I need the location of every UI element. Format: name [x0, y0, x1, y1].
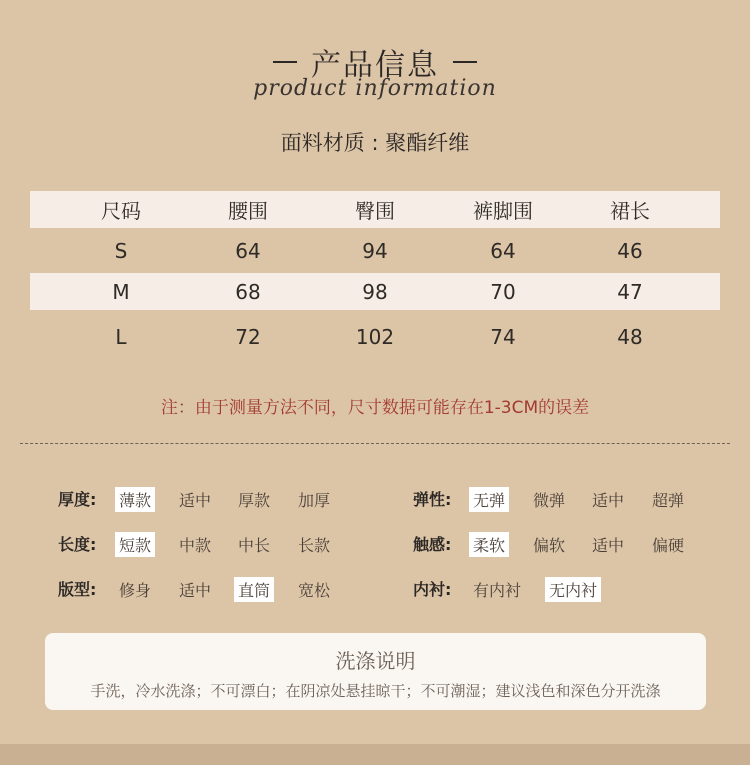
attr-option: 偏软: [533, 536, 566, 555]
table-cell: 64: [490, 238, 516, 263]
attr-label: 版型:: [58, 580, 97, 599]
dashed-divider: [20, 443, 730, 444]
column-header: 裤脚围: [473, 199, 533, 223]
table-cell: S: [114, 238, 128, 263]
size-table: [30, 191, 720, 363]
attr-option: 中长: [238, 536, 271, 555]
attr-option-selected: 无弹: [469, 487, 509, 512]
title-left-dash: [273, 61, 297, 63]
table-cell: 64: [235, 238, 261, 263]
attr-option: 适中: [179, 491, 212, 510]
table-row: [30, 273, 720, 310]
table-row: [30, 228, 720, 273]
attr-option: 厚款: [238, 491, 271, 510]
attr-label: 触感:: [413, 535, 452, 554]
table-cell: M: [112, 279, 130, 304]
attr-option-selected: 薄款: [115, 487, 155, 512]
attr-option: 有内衬: [473, 581, 522, 600]
table-cell: 46: [617, 238, 643, 263]
attr-option: 修身: [119, 581, 152, 600]
washing-text: 手洗，冷水洗涤；不可漂白；在阴凉处悬挂晾干；不可潮湿；建议浅色和深色分开洗涤: [90, 682, 661, 700]
washing-title: 洗涤说明: [335, 649, 416, 673]
attr-option: 加厚: [298, 491, 331, 510]
table-cell: 68: [235, 279, 261, 304]
table-header-row: [30, 191, 720, 228]
washing-instructions: [45, 633, 706, 710]
attr-option-selected: 柔软: [469, 532, 509, 557]
attr-option: 微弹: [533, 491, 566, 510]
table-cell: 94: [362, 238, 388, 263]
attr-option: 宽松: [298, 581, 331, 600]
table-cell: 47: [617, 279, 643, 304]
attr-option: 适中: [592, 491, 625, 510]
attr-option: 适中: [179, 581, 212, 600]
attr-label: 弹性:: [413, 490, 452, 509]
column-header: 裙长: [610, 199, 650, 223]
column-header: 腰围: [228, 199, 268, 223]
attr-label: 长度:: [58, 535, 97, 554]
column-header: 尺码: [101, 199, 141, 223]
attr-option: 适中: [592, 536, 625, 555]
table-cell: 74: [490, 324, 516, 349]
attr-label: 内衬:: [413, 580, 452, 599]
attr-option: 超弹: [652, 491, 685, 510]
page-title-text: 产品信息: [311, 48, 439, 83]
attr-option: 中款: [179, 536, 212, 555]
page-subtitle: product information: [253, 76, 497, 101]
table-cell: 70: [490, 279, 516, 304]
measurement-note: 注：由于测量方法不同，尺寸数据可能存在1-3CM的误差: [160, 398, 590, 418]
attr-option-selected: 短款: [115, 532, 155, 557]
table-cell: 98: [362, 279, 388, 304]
column-header: 臀围: [355, 199, 395, 223]
table-cell: 72: [235, 324, 261, 349]
attr-option: 长款: [298, 536, 331, 555]
table-cell: 48: [617, 324, 643, 349]
attr-option-selected: 无内衬: [545, 577, 601, 602]
table-cell: 102: [355, 324, 395, 349]
attr-option-selected: 直筒: [234, 577, 274, 602]
bottom-band: [0, 744, 750, 765]
table-row: [30, 310, 720, 363]
attr-option: 偏硬: [652, 536, 685, 555]
attr-label: 厚度:: [58, 490, 97, 509]
table-cell: L: [115, 324, 127, 349]
material-info: 面料材质 : 聚酯纤维: [280, 131, 470, 155]
title-right-dash: [453, 61, 477, 63]
